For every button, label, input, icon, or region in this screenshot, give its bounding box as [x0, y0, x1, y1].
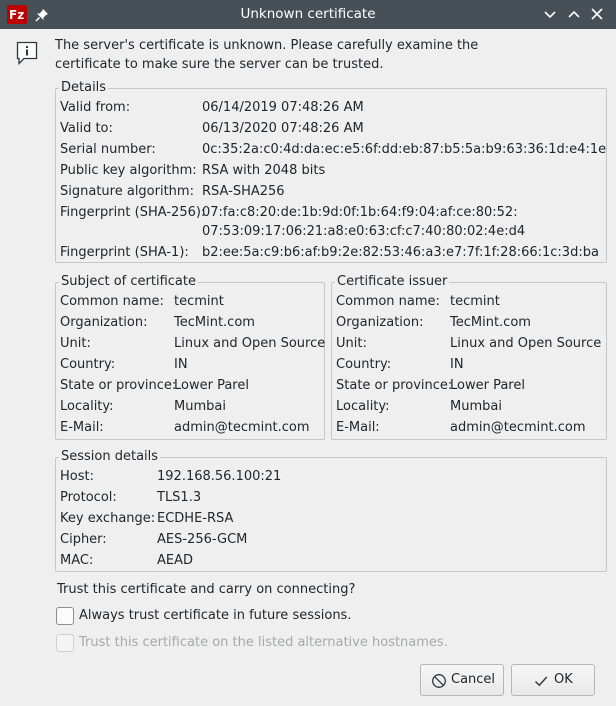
subject-label: Country:: [60, 357, 116, 372]
details-group: [55, 80, 607, 263]
details-legend: Details: [61, 80, 107, 95]
pubkey-value: RSA with 2048 bits: [202, 163, 326, 178]
session-value: 192.168.56.100:21: [157, 469, 282, 484]
subject-label: Organization:: [60, 315, 148, 330]
issuer-label: Unit:: [336, 336, 367, 351]
subject-value: Linux and Open Source: [174, 336, 326, 351]
serial-value: 0c:35:2a:c0:4d:da:ec:e5:6f:dd:eb:87:b5:5a:b9:63:36:1d:e4:1e: [202, 142, 607, 157]
subject-value: Lower Parel: [174, 378, 249, 393]
session-group: [55, 449, 607, 572]
session-label: Protocol:: [60, 490, 117, 505]
subject-value: admin@tecmint.com: [174, 420, 310, 435]
always-trust-checkbox[interactable]: [56, 607, 74, 625]
issuer-legend: Certificate issuer: [337, 274, 448, 289]
issuer-value: Mumbai: [450, 399, 502, 414]
subject-label: Locality:: [60, 399, 114, 414]
issuer-label: State or province:: [336, 378, 453, 393]
issuer-value: Lower Parel: [450, 378, 525, 393]
issuer-group: [331, 274, 607, 440]
subject-label: Unit:: [60, 336, 91, 351]
sha1-label: Fingerprint (SHA-1):: [60, 245, 189, 260]
sha256-value-line-2: 07:53:09:17:06:21:a8:e0:63:cf:c7:40:80:02:4e:d4: [202, 224, 526, 239]
serial-label: Serial number:: [60, 142, 156, 157]
alt-hostnames-checkbox: [56, 634, 74, 652]
session-value: AES-256-GCM: [157, 532, 248, 547]
info-icon: [15, 40, 39, 66]
chevron-down-icon[interactable]: [542, 6, 558, 22]
subject-value: TecMint.com: [174, 315, 255, 330]
session-value: ECDHE-RSA: [157, 511, 234, 526]
session-value: AEAD: [157, 553, 194, 568]
always-trust-label[interactable]: Always trust certificate in future sessions.: [79, 608, 352, 623]
svg-text:Fz: Fz: [9, 8, 25, 22]
subject-value: IN: [174, 357, 188, 372]
valid-to-value: 06/13/2020 07:48:26 AM: [202, 121, 364, 136]
intro-text: [55, 36, 575, 74]
valid-to-label: Valid to:: [60, 121, 113, 136]
intro-line-1: The server's certificate is unknown. Please carefully examine the: [55, 38, 479, 53]
chevron-up-icon[interactable]: [566, 6, 582, 22]
issuer-label: Locality:: [336, 399, 390, 414]
ok-label: OK: [554, 672, 573, 687]
subject-label: E-Mail:: [60, 420, 104, 435]
trust-question: Trust this certificate and carry on connecting?: [57, 582, 356, 597]
session-label: Host:: [60, 469, 94, 484]
ok-button[interactable]: [511, 664, 595, 696]
subject-label: Common name:: [60, 294, 164, 309]
session-value: TLS1.3: [157, 490, 202, 505]
window-title: Unknown certificate: [240, 6, 376, 22]
valid-from-label: Valid from:: [60, 100, 131, 115]
cancel-button[interactable]: [420, 664, 504, 696]
pubkey-label: Public key algorithm:: [60, 163, 197, 178]
session-label: Cipher:: [60, 532, 107, 547]
session-label: MAC:: [60, 553, 94, 568]
sha256-label: Fingerprint (SHA-256):: [60, 205, 206, 220]
issuer-label: Country:: [336, 357, 392, 372]
close-icon[interactable]: [589, 6, 605, 22]
issuer-label: Organization:: [336, 315, 424, 330]
subject-value: Mumbai: [174, 399, 226, 414]
checkmark-icon: [533, 673, 549, 689]
issuer-value: Linux and Open Source: [450, 336, 602, 351]
cancel-circle-icon: [431, 673, 447, 689]
subject-group: [55, 274, 326, 440]
valid-from-value: 06/14/2019 07:48:26 AM: [202, 100, 364, 115]
sha1-value: b2:ee:5a:c9:b6:af:b9:2e:82:53:46:a3:e7:7f:1f:28:66:1c:3d:ba: [202, 245, 599, 260]
title-bar[interactable]: [0, 0, 616, 29]
subject-label: State or province:: [60, 378, 177, 393]
cancel-label: Cancel: [451, 672, 496, 687]
issuer-label: E-Mail:: [336, 420, 380, 435]
intro-line-2: certificate to make sure the server can be trusted.: [55, 57, 384, 72]
issuer-value: IN: [450, 357, 464, 372]
session-legend: Session details: [61, 449, 159, 464]
alt-hostnames-label: Trust this certificate on the listed alternative hostnames.: [79, 635, 448, 650]
issuer-label: Common name:: [336, 294, 440, 309]
issuer-value: admin@tecmint.com: [450, 420, 586, 435]
subject-legend: Subject of certificate: [61, 274, 196, 289]
sigalg-value: RSA-SHA256: [202, 184, 285, 199]
issuer-value: TecMint.com: [450, 315, 531, 330]
issuer-value: tecmint: [450, 294, 500, 309]
subject-value: tecmint: [174, 294, 224, 309]
sha256-value-line-1: 07:fa:c8:20:de:1b:9d:0f:1b:64:f9:04:af:ce:80:52:: [202, 205, 518, 220]
session-label: Key exchange:: [60, 511, 156, 526]
sigalg-label: Signature algorithm:: [60, 184, 194, 199]
